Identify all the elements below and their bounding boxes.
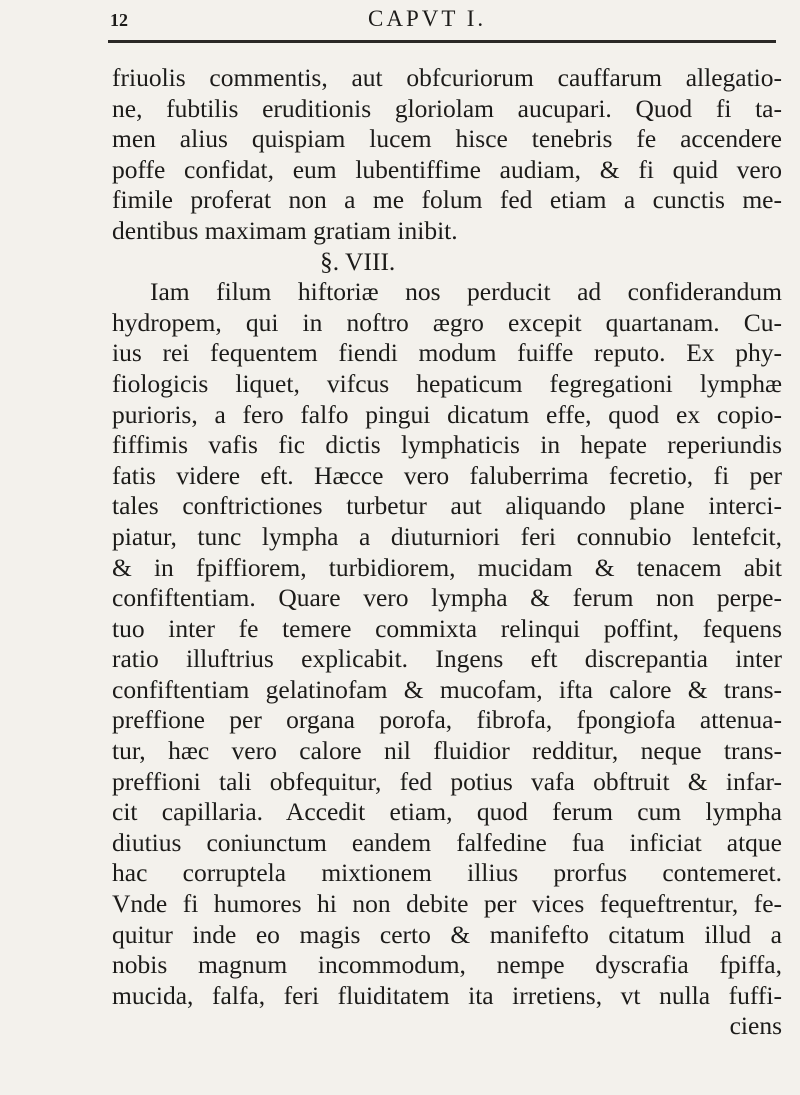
text-line: cit capillaria. Accedit etiam, quod ferum cum lympha: [112, 797, 782, 827]
text-line: mucida, falfa, feri fluiditatem ita irretiens, vt nulla fuffi-: [112, 980, 782, 1010]
text-line: ne, fubtilis eruditionis gloriolam aucupari. Quod fi ta-: [112, 93, 782, 123]
text-line: ratio illuftrius explicabit. Ingens eft discrepantia inter: [112, 644, 782, 674]
text-line: Iam filum hiftoriæ nos perducit ad confiderandum: [150, 277, 782, 307]
text-line: purioris, a fero falfo pingui dicatum effe, quod ex copio-: [112, 399, 782, 429]
text-line: fiologicis liquet, vifcus hepaticum fegregationi lymphæ: [112, 368, 782, 398]
text-line: fatis videre eft. Hæcce vero faluberrima fecretio, fi per: [112, 460, 782, 490]
text-line: ius rei fequentem fiendi modum fuiffe reputo. Ex phy-: [112, 338, 782, 368]
header-rule: [108, 40, 776, 43]
text-line: confiftentiam. Quare vero lympha & ferum non perpe-: [112, 583, 782, 613]
page-header: [0, 2, 800, 42]
text-line: tur, hæc vero calore nil fluidior redditur, neque trans-: [112, 736, 782, 766]
text-line: quitur inde eo magis certo & manifefto citatum illud a: [112, 919, 782, 949]
running-head: CAPVT I.: [368, 6, 487, 31]
catchword: ciens: [729, 1011, 782, 1041]
page-number: 12: [110, 10, 128, 30]
text-line: & in fpiffiorem, turbidiorem, mucidam & tenacem abit: [112, 552, 782, 582]
text-line: hydropem, qui in noftro ægro excepit quartanam. Cu-: [112, 307, 782, 337]
text-line: diutius coniunctum eandem falfedine fua inficiat atque: [112, 827, 782, 857]
text-line: piatur, tunc lympha a diuturniori feri connubio lentefcit,: [112, 521, 782, 551]
text-line: fiffimis vafis fic dictis lymphaticis in hepate reperiundis: [112, 430, 782, 460]
text-line: fimile proferat non a me folum fed etiam a cunctis me-: [112, 185, 782, 215]
text-line: hac corruptela mixtionem illius prorfus contemeret.: [112, 858, 782, 888]
text-line: friuolis commentis, aut obfcuriorum cauffarum allegatio-: [112, 63, 782, 92]
section-heading: §. VIII.: [320, 246, 396, 276]
text-line: confiftentiam gelatinofam & mucofam, ifta calore & trans-: [112, 674, 782, 704]
text-line: poffe confidat, eum lubentiffime audiam, & fi quid vero: [112, 154, 782, 184]
text-line: Vnde fi humores hi non debite per vices fequeftrentur, fe-: [112, 889, 782, 919]
text-line: dentibus maximam gratiam inibit.: [112, 215, 458, 245]
text-line: preffione per organa porofa, fibrofa, fpongiofa attenua-: [112, 705, 782, 735]
text-line: tuo inter fe temere commixta relinqui poffint, fequens: [112, 613, 782, 643]
text-line: preffioni tali obfequitur, fed potius vafa obftruit & infar-: [112, 766, 782, 796]
text-line: tales conftrictiones turbetur aut aliquando plane interci-: [112, 491, 782, 521]
body-text: [112, 63, 782, 1042]
text-line: men alius quispiam lucem hisce tenebris fe accendere: [112, 124, 782, 154]
text-line: nobis magnum incommodum, nempe dyscrafia fpiffa,: [112, 950, 782, 980]
